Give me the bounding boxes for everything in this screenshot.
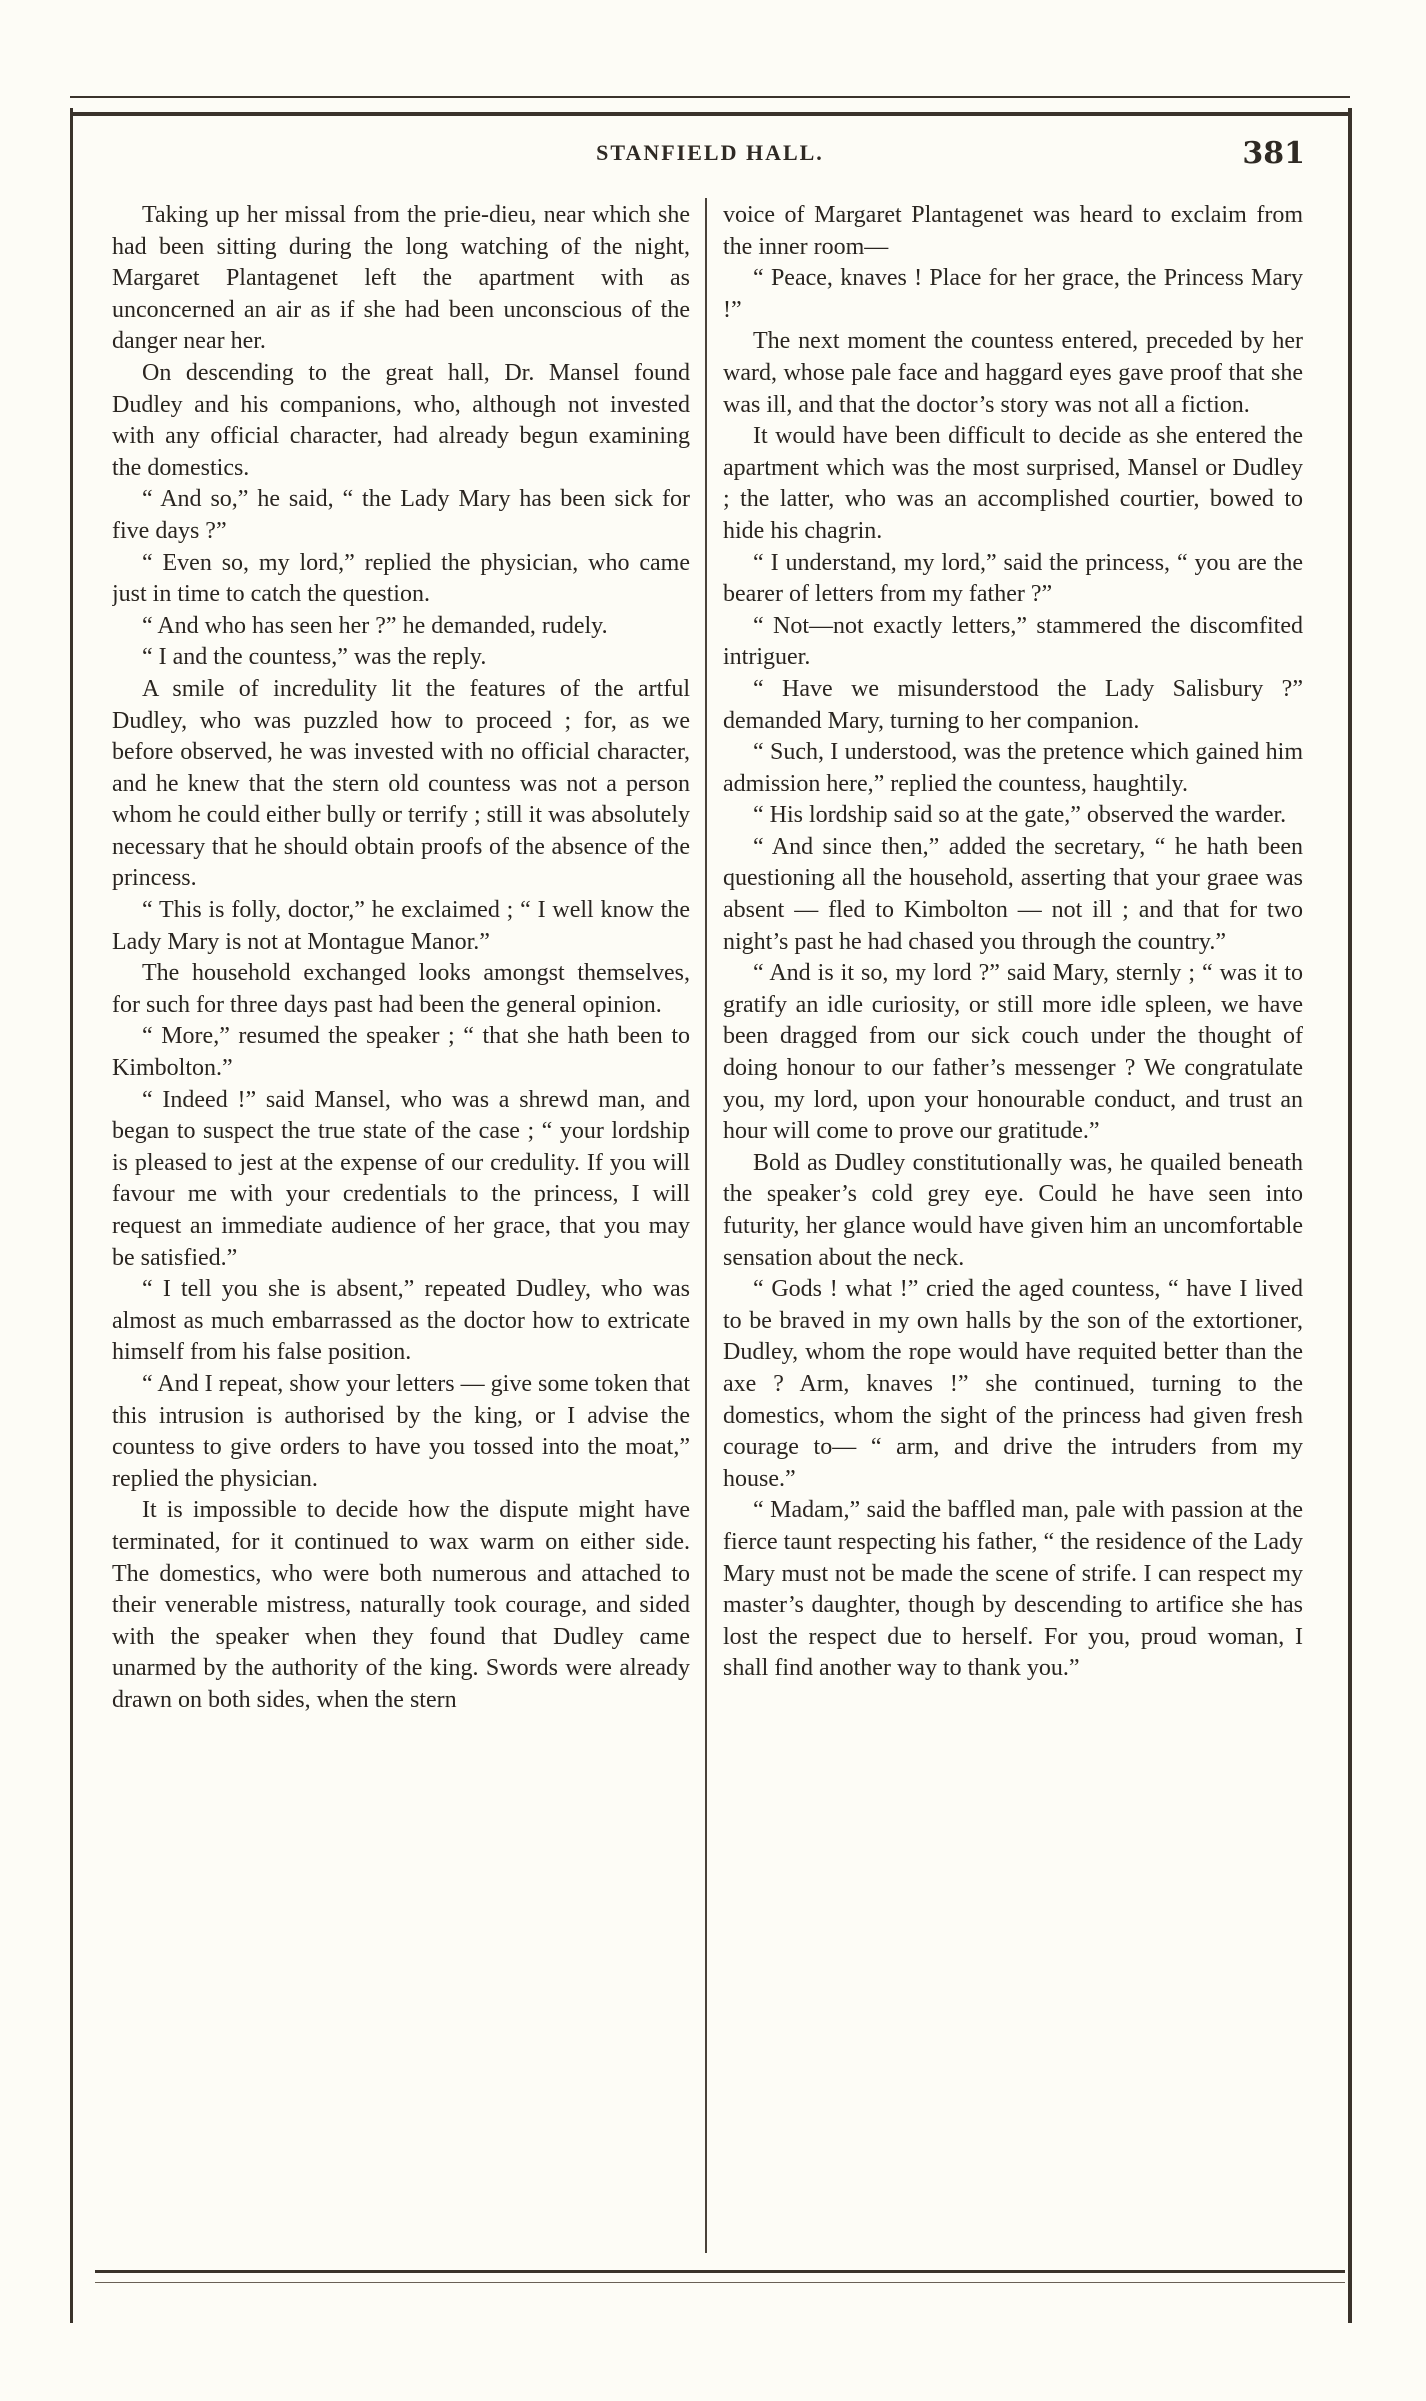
paragraph: Taking up her missal from the prie-dieu, near which she had been sitting during the long watching of the night, Margaret Plantagenet left the apartment with as unconcerned an air as if she had been unconscious of the danger near her. [112,202,690,355]
paragraph: “ His lordship said so at the gate,” observed the warder. [753,802,1287,829]
paragraph: “ I understand, my lord,” said the princess, “ you are the bearer of letters from my father ?” [723,549,1303,608]
paragraph: On descending to the great hall, Dr. Mansel found Dudley and his companions, who, although not invested with any official character, had already begun examining the domestics. [112,359,690,481]
paragraph: “ And is it so, my lord ?” said Mary, sternly ; “ was it to gratify an idle curiosity, or still more idle spleen, we have been dragged from our sick couch under the thought of doing honour to our father’s messenger ? We congratulate you, my lord, upon your honourable conduct, and trust an hour will come to prove our gratitude.” [723,960,1303,1145]
paragraph: The next moment the countess entered, preceded by her ward, whose pale face and haggard eyes gave proof that she was ill, and that the doctor’s story was not all a fiction. [723,328,1303,418]
paragraph: “ This is folly, doctor,” he exclaimed ; “ I well know the Lady Mary is not at Montague Manor.” [112,897,690,955]
paragraph: “ Such, I understood, was the pretence which gained him admission here,” replied the countess, haughtily. [723,739,1303,797]
column-divider [705,198,707,2253]
paragraph: The household exchanged looks amongst themselves, for such for three days past had been the general opinion. [112,960,690,1018]
paragraph: “ Even so, my lord,” replied the physician, who came just in time to catch the question. [112,549,690,608]
paragraph: “ And I repeat, show your letters — give some token that this intrusion is authorised by the king, or I advise the countess to give orders to have you tossed into the moat,” replied the physician. [112,1370,690,1492]
top-rule [70,96,1350,98]
paragraph: “ And so,” he said, “ the Lady Mary has been sick for five days ?” [112,486,690,544]
paragraph: “ And who has seen her ?” he demanded, rudely. [142,612,608,639]
page-number: 381 [1242,136,1305,171]
running-title: STANFIELD HALL. [596,140,824,165]
left-column [112,200,690,2250]
paragraph: “ Have we misunderstood the Lady Salisbury ?” demanded Mary, turning to her companion. [723,675,1303,734]
paragraph: “ More,” resumed the speaker ; “ that she hath been to Kimbolton.” [112,1023,690,1082]
paragraph: “ I and the countess,” was the reply. [142,644,487,671]
paragraph: It would have been difficult to decide as she entered the apartment which was the most surprised, Mansel or Dudley ; the latter, who was an accomplished courtier, bowed to hide his chagrin. [723,423,1303,544]
paragraph: A smile of incredulity lit the features of the artful Dudley, who was puzzled how to proceed ; for, as we before observed, he was invested with no official character, and he knew that the stern old countess was not a person whom he could either bully or terrify ; still it was absolutely necessary that he should obtain proofs of the absence of the princess. [112,675,690,892]
paragraph: “ I tell you she is absent,” repeated Dudley, who was almost as much embarrassed as the doctor how to extricate himself from his false position. [112,1276,690,1366]
right-column [723,200,1303,2250]
paragraph: “ Not—not exactly letters,” stammered the discomfited intriguer. [723,612,1303,671]
paragraph: “ Indeed !” said Mansel, who was a shrewd man, and began to suspect the true state of the case ; “ your lordship is pleased to jest at the expense of our credulity. If you will favour me with your credentials to the princess, I will request an immediate audience of her grace, that you may be satisfied.” [112,1086,690,1271]
page-header [75,136,1345,176]
bottom-rule [95,2270,1345,2273]
paragraph: “ And since then,” added the secretary, “ he hath been questioning all the household, asserting that your graee was absent — fled to Kimbolton — not ill ; and that for two night’s past he had chased you through the country.” [723,833,1303,955]
paragraph: “ Madam,” said the baffled man, pale with passion at the fierce taunt respecting his father, “ the residence of the Lady Mary must not be made the scene of strife. I can respect my master’s daughter, though by descending to artifice she has lost the respect due to herself. For you, proud woman, I shall find another way to thank you.” [723,1497,1303,1682]
paragraph: It is impossible to decide how the dispute might have terminated, for it continued to wax warm on either side. The domestics, who were both numerous and attached to their venerable mistress, naturally took courage, and sided with the speaker when they found that Dudley came unarmed by the authority of the king. Swords were already drawn on both sides, when the stern [112,1497,690,1713]
bottom-rule-thin [95,2282,1345,2283]
paragraph: Bold as Dudley constitutionally was, he quailed beneath the speaker’s cold grey eye. Could he have seen into futurity, her glance would have given him an uncomfortable sensation about the neck. [723,1149,1303,1271]
paragraph: “ Gods ! what !” cried the aged countess, “ have I lived to be braved in my own halls by the son of the extortioner, Dudley, whom the rope would have requited better than the axe ? Arm, knaves !” she continued, turning to the domestics, whom the sight of the princess had given fresh courage to— “ arm, and drive the intruders from my house.” [723,1276,1303,1492]
paragraph: “ Peace, knaves ! Place for her grace, the Princess Mary !” [723,265,1303,323]
paragraph: voice of Margaret Plantagenet was heard to exclaim from the inner room— [723,202,1303,260]
